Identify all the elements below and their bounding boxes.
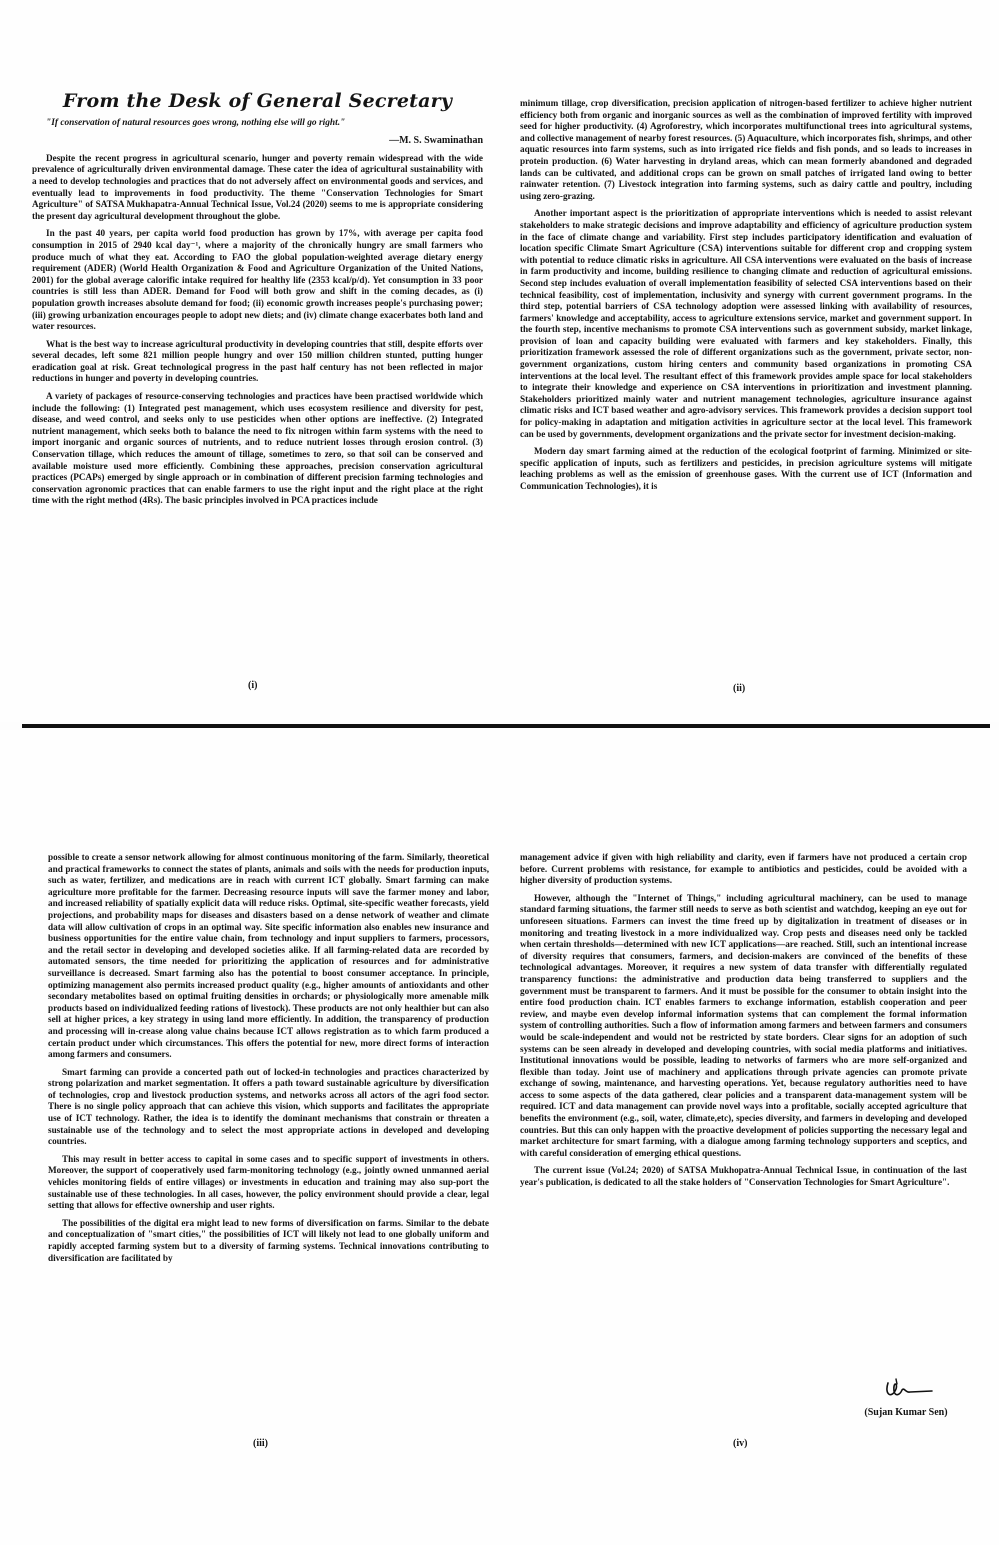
paragraph: Another important aspect is the prioritization of appropriate interventions which is needed to assist relevant stakeholders to make strategic decisions and improve adaptability and efficiency of agriculture production system in the face of climate change and variability. First step includes participatory identification and evaluation of location specific Climate Smart Agriculture (CSA) interventions suitable for different crop and cropping system with potential to reduce climatic risks in agriculture. All CSA interventions were evaluated on the basis of increase in farm productivity and income, building resilience to changing climate and reduction of agricultural emissions. Second step includes evaluation of overall implementation feasibility of selected CSA interventions based on their technical feasibility, cost of implementation, inclusivity and synergy with current government programs. In the third step, potential barriers of CSA technology adoption were assessed linking with availability of resources, farmers' knowledge and acceptability, access to agriculture extensions service, market and government support. In the fourth step, incentive mechanisms to promote CSA interventions such as government subsidy, market linkage, provision of loan and capacity building were evaluated with farmers and key stakeholders. Finally, this prioritization framework assessed the role of different organizations such as the government, private sector, non-government organizations, custom hiring centers and community based organizations in promoting CSA interventions at the local level. The resultant effect of this framework provides ample space for local stakeholders to integrate their knowledge and experience on CSA interventions in prioritization and investment planning. Stakeholders prioritized mainly water and nutrient management technologies, agriculture insurance against climatic risks and ICT based weather and agro-advisory services. This framework provides a decision support tool for policy-making in adaptation and mitigation activities in agriculture sector at the local level. This framework can be used by governments, development organizations and the private sector for investment decision-making. xyxy=(520,208,972,439)
page-4-column xyxy=(520,852,967,1195)
page-3-column xyxy=(48,852,489,1270)
signatory-name: (Sujan Kumar Sen) xyxy=(864,1407,948,1418)
paragraph: management advice if given with high reliability and clarity, even if farmers have not produced a certain crop before. Current problems with resistance, for example to antibiotics and pesticides, could be avoided with a higher diversity of production systems. xyxy=(520,852,967,886)
paragraph: In the past 40 years, per capita world food production has grown by 17%, with average per capita food consumption in 2015 of 2940 kcal day⁻¹, where a majority of the chronically hungry are small farmers who produce much of what they eat. According to FAO the global population-weighted average dietary energy requirement (ADER) (World Health Organization & Food and Agriculture Organization of the United Nations, 2001) for the global average calorific intake required for healthy life (2353 kcal/p/d). Yet consumption in 33 poor countries is still less than ADER. Demand for Food will both grow and shift in the coming decades, as (i) population growth increases absolute demand for food; (ii) economic growth increases people's purchasing power; (iii) growing urbanization encourages people to adopt new diets; and (iv) climate change exacerbates both land and water resources. xyxy=(32,228,483,332)
paragraph: The current issue (Vol.24; 2020) of SATSA Mukhopatra-Annual Technical Issue, in continuation of the last year's publication, is dedicated to all the stake holders of "Conservation Technologies for Smart Agriculture". xyxy=(520,1165,967,1188)
page-number: (iii) xyxy=(253,1438,268,1449)
signature-block xyxy=(846,1375,966,1418)
signature-icon xyxy=(866,1375,946,1405)
paragraph: minimum tillage, crop diversification, precision application of nitrogen-based fertilizer to achieve higher nutrient efficiency both from organic and inorganic sources as well as the combination of improved fertility with improved seed for higher productivity. (4) Agroforestry, which incorporates multifunctional trees into agricultural systems, and collective management of nearby forest resources. (5) Aquaculture, which incorporates fish, shrimps, and other aquatic resources into farm systems, such as into irrigated rice fields and fish ponds, and so leads to increases in protein production. (6) Water harvesting in dryland areas, which can mean formerly abandoned and degraded lands can be cultivated, and additional crops can be grown on small patches of irrigated land owing to better rainwater retention. (7) Livestock integration into farming systems, such as dairy cattle and poultry, including using zero-grazing. xyxy=(520,98,972,201)
paragraph: Modern day smart farming aimed at the reduction of the ecological footprint of farming. Minimized or site-specific application of inputs, such as fertilizers and pesticides, in precision agriculture systems will mitigate leaching problems as well as the emission of greenhouse gases. With the current use of ICT (Information and Communication Technologies), it is xyxy=(520,446,972,491)
page-number: (iv) xyxy=(733,1438,748,1449)
page-title: From the Desk of General Secretary xyxy=(62,90,453,112)
paragraph: However, although the "Internet of Things," including agricultural machinery, can be used to manage standard farming situations, the farmer still needs to serve as both scientist and watchdog, keeping an eye out for unforeseen situations. Farmers can invest the time freed up by digitalization in treatment of diseases or in monitoring and treating livestock in a more individualized way. Crop pests and diseases need only be tackled when certain thresholds—determined with new ICT applications—are reached. Still, such an intentional increase of diversity requires that consumers, farmers, and decision-makers are convinced of the benefits of these technological advantages. Moreover, it requires a new system of data transfer with differentially regulated transparency functions: the administrative and production data being transferred to suppliers and the government must be transparent to farmers. And it must be possible for the consumer to obtain insight into the entire food production chain. ICT enables farmers to exchange information, establish cooperation and peer review, and maybe even develop informal information systems that can complement the formal information system of controlling authorities. Such a flow of information among farmers and between farmers and consumers would be scale-independent and would not be restricted by state borders. Clear signs for an adoption of such systems can be seen already in developed and developing countries, with social media platforms and initiatives. Institutional innovations would be possible, leading to networks of farmers who are more self-organized and flexible than today. Joint use of machinery and applications through private agencies can promote private exchange of sowing, maintenance, and harvesting operations. Yet, because regulatory authorities need to have access to some aspects of the data gathered, clear policies and a transparent data-management system will be required. ICT and data management can provide novel ways into a profitable, socially accepted agriculture that benefits the environment (e.g., soil, water, climate,etc), species diversity, and farmers in developing and developed countries. But this can only happen with the proactive development of policies supporting the necessary legal and market architecture for smart farming, with a dialogue among farming technology supporters and sceptics, and with careful consideration of emerging ethical questions. xyxy=(520,892,967,1158)
paragraph: Smart farming can provide a concerted path out of locked-in technologies and practices characterized by strong polarization and market segmentation. It offers a path toward sustainable agriculture by diversification of technologies, crop and livestock production systems, and networks across all actors of the agri food sector. There is no single policy approach that can achieve this vision, which supports and facilitates the appropriate use of ICT technology. Rather, the idea is to identify the dominant mechanisms that constrain or threaten a sustainable use of the technology and to select the most appropriate actions in developed and developing countries. xyxy=(48,1066,489,1147)
page-divider xyxy=(22,724,990,728)
page-number: (ii) xyxy=(733,683,746,694)
paragraph: A variety of packages of resource-conserving technologies and practices have been practised worldwide which include the following: (1) Integrated pest management, which uses ecosystem resilience and diversity for pest, disease, and weed control, and seeks only to use pesticides when other options are ineffective. (2) Integrated nutrient management, which seeks both to balance the need to fix nitrogen within farm systems with the need to import inorganic and organic sources of nutrients, and to reduce nutrient losses through erosion control. (3) Conservation tillage, which reduces the amount of tillage, sometimes to zero, so that soil can be conserved and available moisture used more efficiently. Combining these approaches, precision conservation agricultural practices (PCAPs) emerged by single approach or in combination of different precision farming technologies and conservation agronomic practices that can enable farmers to use the right input and the right place at the right time with the right method (4Rs). The basic principles involved in PCA practices include xyxy=(32,391,483,506)
page-1-column xyxy=(32,90,483,513)
paragraph: possible to create a sensor network allowing for almost continuous monitoring of the farm. Similarly, theoretical and practical frameworks to connect the states of plants, animals and soils with the needs for production inputs, such as water, fertilizer, and medications are in reach with current ICT globally. Smart farming can make agriculture more profitable for the farmer. Decreasing resource inputs will save the farmer money and labor, and increased reliability of spatially explicit data will reduce risks. Optimal, site-specific weather forecasts, yield projections, and probability maps for diseases and disasters based on a dense network of weather and climate data will allow cultivation of crops in an optimal way. Site specific information also enables new insurance and business opportunities for the entire value chain, from technology and input suppliers to farmers, processors, and the retail sector in developing and developed societies alike. If all farming-related data are recorded by automated sensors, the time needed for prioritizing the application of resources and for administrative surveillance is decreased. Smart farming also has the potential to boost consumer acceptance. In principle, optimizing management also permits increased product quality (e.g., higher amounts of antioxidants and other secondary metabolites based on optimal fruiting densities in orchards; or physiologically more amenable milk products based on individualized feeding rations of livestock). These products are not only healthier but can also sell at higher prices, a key strategy in using land more efficiently. In addition, the transparency of production and processing will in-crease along value chains because ICT allows registration as to which farm produced a certain product under which circumstances. This offers the potential for new, more direct forms of interaction among farmers and consumers. xyxy=(48,852,489,1060)
paragraph: Despite the recent progress in agricultural scenario, hunger and poverty remain widespread with the wide prevalence of agriculturally driven environmental damage. These cater the idea of agricultural sustainability with a need to develop technologies and practices that do not adversely affect on environmental goods and services, and eventually lead to improvements in food productivity. The theme "Conservation Technologies for Smart Agriculture" of SATSA Mukhapatra-Annual Technical Issue, Vol.24 (2020) seems to me is appropriate considering the present day agricultural development throughout the globe. xyxy=(32,152,483,221)
epigraph-author: —M. S. Swaminathan xyxy=(389,135,483,147)
paragraph: This may result in better access to capital in some cases and to specific support of investments in others. Moreover, the support of cooperatively used farm-monitoring technology (e.g., jointly owned unmanned aerial vehicles monitoring fields of entire villages) or investments in education and training may also sup-port the sustainable use of these technologies. In all cases, however, the policy environment should provide a clear, legal setting that allows for effective ownership and user rights. xyxy=(48,1153,489,1211)
paragraph: The possibilities of the digital era might lead to new forms of diversification on farms. Similar to the debate and conceptualization of "smart cities," the possibilities of ICT will likely not lead to one globally uniform and rapidly accepted farming system but to a diversity of farming systems. Technical innovations contributing to diversification are facilitated by xyxy=(48,1217,489,1263)
page-number: (i) xyxy=(248,680,258,691)
paragraph: What is the best way to increase agricultural productivity in developing countries that still, despite efforts over several decades, left some 821 million people hungry and over 150 million children stunted, putting hunger eradication goal at risk. Great technological progress in the past half century has not been reflected in major reductions in hunger and poverty in developing countries. xyxy=(32,338,483,384)
page-2-column xyxy=(520,98,972,499)
epigraph-quote: "If conservation of natural resources goes wrong, nothing else will go right." xyxy=(46,117,346,128)
